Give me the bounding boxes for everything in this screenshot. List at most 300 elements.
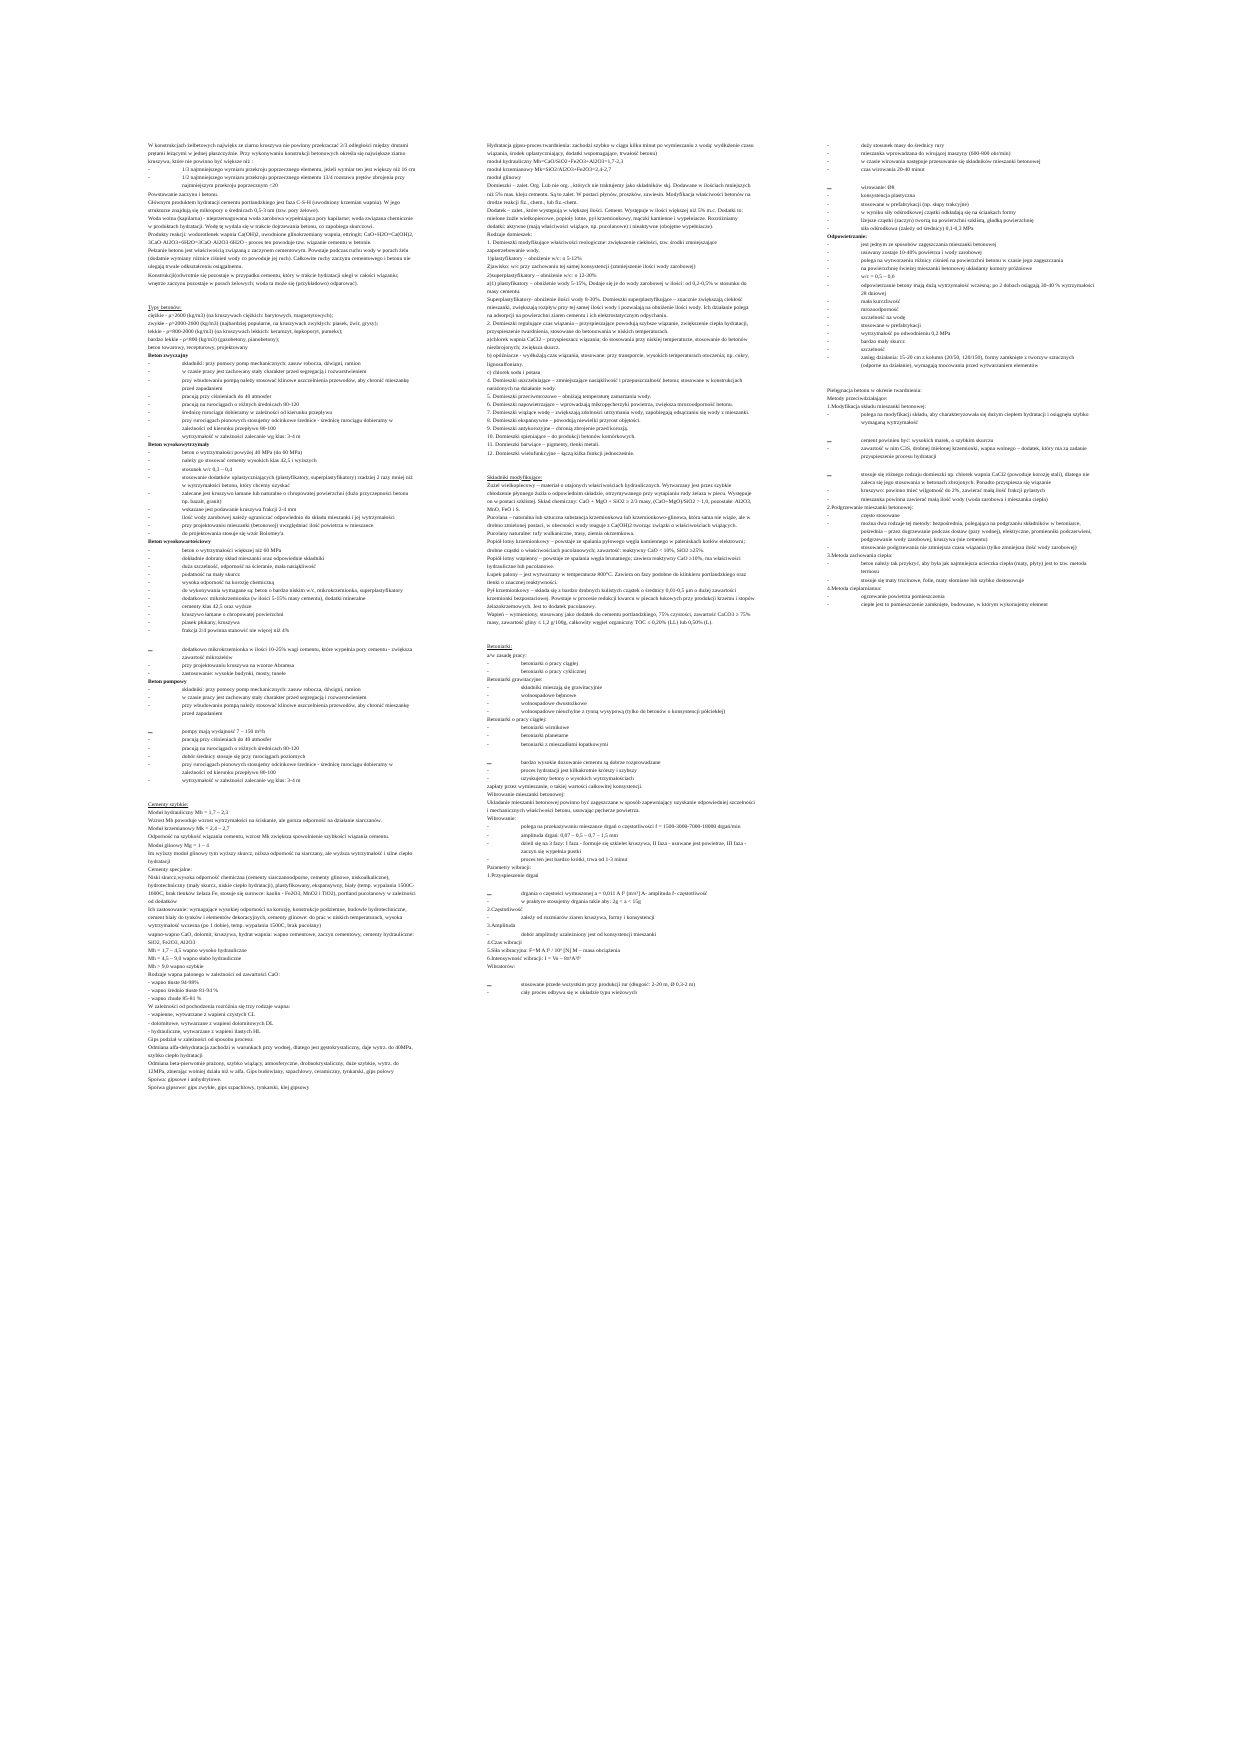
paragraph: - dolomitowe, wytwarzane z wapieni dolomitowych DL — [148, 1020, 274, 1027]
bullet-text: cały proces odbywa się w układzie typu wieżowych — [521, 990, 638, 997]
bullet-marker: - — [827, 577, 829, 584]
bullet-marker: - — [148, 377, 150, 384]
paragraph: Wapień – wymieniony, stosowany jako dodatek do cementu portlandzkiego, 75% czystości, zawartość CaCO3 ≥ 75% masy, zawartość gliny ≤ 1,2 g/100g, całkowity węgiel organiczny TOC ≤ 0,20% (LL) lub 0,50% (L). — [487, 612, 751, 627]
bullet-marker: - — [487, 701, 489, 708]
bullet-text: średnicę rurociągu dobieramy w zależności od kierunku przepływu — [182, 409, 333, 416]
bullet-marker: - — [148, 777, 150, 784]
bullet-item — [148, 595, 416, 603]
bullet-text: stosowane w prefabrykacji — [861, 322, 921, 329]
section-heading: Betoniarki: — [487, 644, 513, 651]
bullet-marker: - — [827, 322, 829, 329]
bullet-text: uzyskujemy betony o wysokich wytrzymałościach — [521, 775, 634, 782]
bullet-marker: - — [148, 490, 150, 497]
bullet-item — [487, 840, 755, 856]
bullet-item — [148, 694, 416, 702]
bullet-item — [148, 603, 416, 611]
paragraph: Ich zastosowanie: wymagające wysokiej odporności na korozję, konstrukcje podziemne, budowle hydrotechniczne, cement biały do tynków i elementów dekoracyjnych, cementy glinowe: do prac w niskich temperaturach, wysoka wytrzymałość wczesna (po 1 dobie), temp. wypalania 1500C, brak pucolany) — [148, 907, 407, 930]
bullet-item — [487, 775, 755, 783]
paragraph: 8. Domieszki ekspansywne – powodują niewielki przyrost objętości. — [487, 418, 641, 425]
bullet-item — [148, 627, 416, 635]
paragraph: Moduł glinowy Mg = 1 – 4 — [148, 842, 209, 849]
bullet-marker: - — [148, 745, 150, 752]
bullet-item — [487, 832, 755, 840]
bullet-item — [827, 560, 1095, 576]
bullet-marker: - — [487, 733, 489, 740]
bullet-marker: - — [827, 225, 829, 232]
bullet-marker: - — [827, 561, 829, 568]
bullet-text: pompy mają wydajność 7 – 150 m³/h — [182, 729, 266, 736]
paragraph: moduł hydrauliczny Mh=CaO/SiO2+Fe2O3+Al2O3=1,7-2,3 — [487, 159, 624, 166]
paragraph: Układanie mieszanki betonowej powinno być zagęszczane w sposób zapewniający uzyskanie odpowiedniej szczelności i mechanicznych właściwości betonu, usuwając pęcherze powietrza. — [487, 800, 755, 815]
bullet-marker: - — [827, 274, 829, 281]
bullet-item — [827, 346, 1095, 354]
bullet-item — [827, 241, 1095, 249]
bullet-marker: - — [487, 660, 489, 667]
bullet-item — [827, 512, 1095, 520]
bullet-marker: - — [148, 474, 150, 481]
bullet-marker: - — [827, 193, 829, 200]
bullet-marker: - — [148, 555, 150, 562]
paragraph: 4.Czas wibracji — [487, 939, 522, 946]
paragraph: Mh = 4,5 – 9,0 wapno słabo hydrauliczne — [148, 955, 242, 962]
bullet-item — [487, 914, 755, 922]
paragraph: 5.Siła wibracyjna: F=M A f² / 10⁶ [N] M – masa obciążenia — [487, 947, 620, 954]
bullet-text: składniki: przy pomocy pomp mechanicznych: zasuw robocza, dźwigni, ramion — [182, 687, 361, 693]
section-heading: Beton pompowy — [148, 678, 187, 685]
bullet-text: mała kurczliwość — [861, 298, 901, 305]
bullet-item — [148, 377, 416, 393]
bullet-text: proces hydratacji jest kilkakrotnie krótszy i szybszy — [521, 767, 637, 774]
paragraph: - wapno tłuste 94-98% — [148, 980, 199, 987]
bullet-item — [148, 702, 416, 718]
paragraph: Rodzaje wapna palonego w zależności od zawartości CaO: — [148, 972, 280, 978]
bullet-text: pracują przy ciśnieniach do 40 atmosfer — [182, 737, 272, 744]
bullet-text: polega na modyfikacji składu, aby charakteryzowała się dużym ciepłem hydratacji i osiągnęła szybko wymaganą wytrzymałość — [861, 411, 1089, 426]
paragraph: Moduł krzemianowy Mk = 2,4 – 2,7 — [148, 826, 230, 833]
bullet-marker: - — [148, 434, 150, 441]
bullet-item — [487, 668, 755, 676]
paragraph: Rodzaje domieszek: — [487, 232, 533, 239]
bullet-item — [148, 662, 416, 670]
bullet-item — [148, 474, 416, 490]
bullet-marker: - — [487, 931, 489, 938]
bullet-text: 1/3 najmniejszego wymiaru przekroju poprzecznego elementu, jeżeli wymiar ten jest większy niż 16 cm — [182, 167, 416, 174]
bullet-text: kruszywo: powinno mieć wilgotność do 2%, zawierać małą ilość frakcji pylastych — [861, 488, 1046, 495]
paragraph: Produkty reakcji: wodorotlenek wapnia Ca(OH)2, uwodnione glinokrzemiany wapnia, ettringit; CaO+H2O=Ca(OH)2, 3CaO·Al2O3+6H2O=3CaO·Al2O3·6H2O - proces ten powoduje tzw. wiązanie cementu w betonie. — [148, 232, 414, 247]
bullet-marker: – — [487, 757, 492, 768]
bullet-marker: - — [827, 446, 829, 453]
paragraph: 2)superplastyfikatory – obniżenie w/c: o 12-30% — [487, 272, 597, 279]
bullet-item — [827, 577, 1095, 585]
section-heading: Cementy szybkie: — [148, 802, 189, 809]
bullet-marker: - — [148, 167, 150, 174]
section-heading: Składniki modyfikujące: — [487, 474, 543, 481]
bullet-text: wskazane jest podawanie kruszywa frakcji 2-4 mm — [182, 507, 297, 514]
bullet-text: zawartość w nim C3S, drobnej mielonej krzemionki, wapna wolnego – dodatek, który ma za zadanie przyspieszenie procesu hydratacji — [861, 446, 1087, 461]
bullet-marker: - — [148, 507, 150, 514]
bullet-text: stosuje się różnego rodzaju domieszki np. chlorek wapnia CaCl2 (powoduje korozję stali), dlatego nie zaleca się jego stosowania w betonach zbrojonych. Ponadto przyspiesza się wiązanie — [861, 472, 1090, 487]
bullet-item — [148, 555, 416, 563]
bullet-item — [827, 282, 1095, 298]
paragraph: - wapno chude 85-81 % — [148, 996, 202, 1003]
bullet-item — [148, 368, 416, 376]
bullet-text: beton o wytrzymałości powyżej 40 MPa (do 60 MPa) — [182, 450, 302, 457]
bullet-marker: - — [827, 520, 829, 527]
bullet-item — [827, 314, 1095, 322]
bullet-text: mieszanka powinna zawierać małą ilość wody (woda zarobowa i mieszanka ciepła) — [861, 496, 1048, 503]
bullet-text: duży stosunek masy do średnicy rury — [861, 143, 945, 149]
paragraph: 11. Domieszki barwiące – pigmenty, tlenki metali. — [487, 442, 600, 449]
bullet-marker: - — [148, 587, 150, 594]
text-column-left — [148, 142, 416, 1092]
bullet-text: stosuje się maty trzcinowe, folie, maty słomiane lub szybko dostosowuje — [861, 577, 1024, 584]
bullet-marker: - — [827, 331, 829, 338]
bullet-item — [827, 158, 1095, 166]
text-column-right — [827, 142, 1095, 609]
bullet-text: proces ten jest bardzo krótki, trwa od 1-3 minut — [521, 856, 628, 863]
bullet-text: w/c = 0,5 – 0,6 — [861, 274, 895, 281]
bullet-marker: - — [148, 515, 150, 522]
bullet-marker: - — [148, 596, 150, 603]
bullet-item — [148, 587, 416, 595]
bullet-marker: - — [148, 628, 150, 635]
bullet-item — [827, 601, 1095, 609]
bullet-item — [827, 192, 1095, 200]
bullet-text: ogrzewanie powietrza pomieszczenia — [861, 593, 945, 600]
bullet-text: amplituda drgań: 0,07 – 0,5 – 0,7 – 1,5 mm — [521, 832, 619, 839]
paragraph: Im wyższy moduł glinowy tym wyższy skurcz, niższa odporność na siarczany, ale wyższa wytrzymałość i silne ciepło hydratacji — [148, 850, 413, 865]
bullet-text: wytrzymałość w zależności zalecanie wg klas: 3-4 m — [182, 434, 301, 441]
paragraph: bardzo lekkie - ρ<800 (kg/m3) (gazobetony, pianobetony); — [148, 337, 280, 344]
bullet-text: zależy od rozmiarów ziaren kruszywa, formy i konsystencji — [521, 915, 655, 922]
bullet-text: dodatkowo mikrokrzemionka w ilości 10-25% wagi cementu, które wypełnia pory cementu - zwiększa zawartość mikrożelów — [182, 646, 413, 661]
bullet-marker: - — [827, 258, 829, 265]
bullet-text: można dwa rodzaje tej metody: bezpośrednia, polegająca na podgrzaniu składników w betoniarce, pośrednia – przez dogrzewanie podczas dostaw (pary wodnej), elektryczne, promienniki podczerwieni, podgrzewanie wody zarobowej, kruszywa (nie cementu) — [861, 520, 1092, 544]
bullet-text: pracują przy ciśnieniach do 40 atmosfer — [182, 393, 272, 400]
section-heading: Typy betonów: — [148, 304, 182, 311]
bullet-item — [827, 217, 1095, 225]
paragraph: ciężkie - ρ>2600 (kg/m3) (na kruszywach ciężkich: barytowych, magnetytowych); — [148, 312, 334, 319]
bullet-text: podatność na mały skurcz — [182, 571, 240, 578]
bullet-item — [487, 724, 755, 732]
paragraph: b) opóźniacze - wydłużają czas wiązania, stosowane: przy transporcie, wysokich temperaturach otoczenia; np. cukry, lignosulfoniany. — [487, 353, 749, 368]
bullet-marker: - — [827, 306, 829, 313]
bullet-item — [827, 225, 1095, 233]
bullet-text: beton o wytrzymałości większej niż 60 MPa — [182, 547, 282, 554]
bullet-item — [827, 166, 1095, 174]
bullet-marker: - — [827, 355, 829, 362]
bullet-text: wytrzymałość po odwodnieniu 0,2 MPa — [861, 331, 951, 338]
bullet-marker: - — [827, 512, 829, 519]
paragraph: Pucolana – naturalna lub sztuczna substancja krzemionkowa lub krzemionkowo-glinowa, która sama nie wiąże, ale w drobno zmielonej postaci, w obecności wody reaguje z Ca(OH)2 tworząc związki o właściwościach wiążących. Pucolany naturalne: tufy wulkaniczne, trasy, ziemia okrzemkowa. — [487, 515, 751, 538]
bullet-marker: - — [487, 824, 489, 831]
bullet-text: przy wbudowaniu pompą należy stosować klinowe uszczelnienia przewodów, aby chronić mieszankę przed zapadaniem — [182, 377, 409, 392]
bullet-item — [148, 174, 416, 190]
paragraph: Zjawisko: w/c przy zachowaniu tej samej konsystencji (zmniejszenie ilości wody zarobowej) — [487, 264, 696, 271]
bullet-marker: - — [827, 593, 829, 600]
bullet-marker: - — [148, 563, 150, 570]
bullet-marker: - — [827, 347, 829, 354]
paragraph: Żużel wielkopiecowy – materiał o utajonych właściwościach hydraulicznych. Wytwarzany jest przez szybkie chłodzenie płynnego żużla o odpowiednim składzie, otrzymywanego przy wytapianiu rudy żelaza w piecu. Występuje on w postaci szklistej. Skład chemiczny: CaO + MgO + SiO2 ≥ 2/3 masy, (CaO+MgO)/SiO2 > 1,0, pozostałe: Al2O3, MnO, FeO i S. — [487, 482, 752, 514]
paragraph: Pył krzemionkowy – składa się z bardzo drobnych kulistych cząstek o średnicy 0,01-0,5 μm o dużej zawartości krzemionki bezpostaciowej. Powstaje w procesie redukcji kwarcu w piecach łukowych przy produkcji krzemu i stopów żelazokrzemowych. Jest to dodatek pucolanowy. — [487, 587, 755, 611]
bullet-text: dobór średnicy stosuje się przy rurociągach poziomych — [182, 753, 306, 760]
bullet-marker: - — [148, 662, 150, 669]
bullet-item — [487, 856, 755, 864]
bullet-item — [148, 579, 416, 587]
bullet-item — [148, 433, 416, 441]
bullet-text: polega na przekazywaniu mieszance drgań o częstotliwości f = 1500-3000-7000-18000 drgań/min — [521, 824, 741, 831]
bullet-marker: - — [827, 545, 829, 552]
paragraph: beton towarowy, recepturowy, projektowany — [148, 345, 248, 352]
paragraph: moduł krzemianowy Mk=SiO2/Al2O3+Fe2O3=2,4-2,7 — [487, 167, 612, 174]
bullet-marker: - — [148, 761, 150, 768]
paragraph: 1)plastyfikatory – obniżenie w/c: o 5-12% — [487, 256, 582, 263]
paragraph: Cementy specjalne: — [148, 866, 192, 873]
bullet-marker: - — [487, 668, 489, 675]
bullet-text: szczelność na wodę — [861, 314, 906, 321]
bullet-text: polega na wytworzeniu różnicy ciśnień na powierzchni betonu w czasie jego zagęszczania — [861, 258, 1064, 265]
bullet-marker: - — [827, 601, 829, 608]
bullet-item — [148, 409, 416, 417]
bullet-text: betoniarki planetarne — [521, 733, 569, 740]
bullet-marker: - — [827, 209, 829, 216]
bullet-marker: - — [827, 488, 829, 495]
paragraph: 4.Metoda cieplarnianna: — [827, 585, 882, 592]
paragraph: Głównym produktem hydratacji cementu portlandzkiego jest faza C-S-H (uwodniony krzemian wapnia). W jego strukturze znajdują się mikropory o średnicach 0,5-3 nm (tzw. pory żelowe). — [148, 199, 400, 214]
bullet-item — [827, 411, 1095, 427]
paragraph: 1.Modyfikacja składu mieszanki betonowej: — [827, 403, 927, 410]
bullet-item — [827, 201, 1095, 209]
bullet-marker: - — [148, 466, 150, 473]
bullet-text: odpowietrzanie betony mają dużą wytrzymałość wczesną: po 2 dobach osiągają 30-40 % wytrzymałości 28 dniowej — [861, 282, 1095, 297]
bullet-marker: - — [148, 523, 150, 530]
paragraph: 4. Domieszki uszczelniające – zmniejszające nasiąkliwość i przepuszczalność betonu; stosowane w konstrukcjach narażonych na działanie wody. — [487, 377, 743, 392]
paragraph: Mh = 1,7 – 4,5 wapno wysoko hydrauliczne — [148, 947, 247, 954]
paragraph: wapno-wapno CaO, dolomit, kruszywa, hydrat wapnia: wapno cementowe, zaczyn cementowy, cementy hydrauliczne: SiO2, Fe2O3, Al2O3 — [148, 931, 414, 946]
bullet-item — [148, 490, 416, 506]
bullet-item — [827, 150, 1095, 158]
bullet-text: stosowane przede wszystkim przy produkcji rur (długość: 2-20 m, Ø 0,3-2 m) — [521, 982, 696, 988]
bullet-marker: - — [827, 167, 829, 174]
bullet-text: do wykonywania wymagane są: beton o bardzo niskim w/c, mikrokrzemionka, superplastyfikatory — [182, 587, 403, 594]
bullet-text: drgania o częstości wymuszonej a = 0,011 A f² [m/s²] A- amplituda f- częstotliwość — [521, 891, 708, 898]
bullet-item — [827, 354, 1095, 370]
bullet-marker: - — [148, 450, 150, 457]
paragraph: a/w zasadę pracy: — [487, 652, 527, 659]
bullet-item — [487, 684, 755, 692]
bullet-item — [148, 393, 416, 401]
paragraph: Spoiwa: gipsowe i anhydrytowe. — [148, 1077, 222, 1084]
bullet-text: konsystencja plastyczna — [861, 193, 915, 200]
bullet-item — [487, 767, 755, 775]
paragraph: Popiół lotny krzemionkowy – powstaje ze spalania pyłowego węgla kamiennego w paleniskach kotłów elektrowni; drobne cząstki o właściwościach pucolanowych; zawartość: reaktywny CaO < 10%, SiO2 ≥25%. — [487, 539, 746, 554]
paragraph: Odmiana alfa-dehydratacja zachodzi w warunkach przy wodnej, dlatego jest gęstokrystaliczny, daje wytrz. do 40MPa, szybko ciepło hydratacji — [148, 1044, 413, 1059]
bullet-item — [827, 209, 1095, 217]
bullet-marker: - — [148, 401, 150, 408]
paragraph: Wibrowanie mieszanki betonowej: — [487, 792, 565, 799]
bullet-text: wysoka odporność na korozję chemiczną — [182, 579, 274, 586]
bullet-item — [487, 692, 755, 700]
paragraph: Superplastyfikatory- obniżenie ilości wody 8-30%. Domieszki superplastyfikujące – znacznie zwiększają ciekłość mieszanki, zwiększają rozpływ przy tej samej ilości wody i pozwalają na obniżenie ilości wody. Ich działanie polega na adsorpcji na powierzchni ziaren cementu i ich elektrostatycznym odpychaniu. — [487, 296, 749, 319]
bullet-text: siła odśrodkowa (zależy od średnicy) 0,1-0,3 MPa — [861, 225, 974, 232]
bullet-text: usuwany zostaje 10-40% powietrza i wody zarobowej — [861, 250, 982, 257]
bullet-marker: - — [827, 242, 829, 249]
bullet-item — [148, 753, 416, 761]
bullet-marker: - — [487, 684, 489, 691]
paragraph: Moduł hydrauliczny Mh = 1,7 – 2,3 — [148, 810, 229, 817]
paragraph: Wzrost Mh powoduje wzrost wytrzymałości na ściskanie, ale gorsza odporność na działanie siarczanów. — [148, 818, 382, 825]
bullet-marker: - — [148, 612, 150, 619]
paragraph: 12. Domieszki wielofunkcyjne – łączą kilka funkcji jednocześnie. — [487, 450, 635, 457]
bullet-text: piasek płukany, kruszywa — [182, 620, 240, 627]
bullet-marker: - — [148, 670, 150, 677]
bullet-text: do projektowania stosuje się wzór Bolomey'a — [182, 531, 284, 538]
paragraph: 3.Amplituda — [487, 923, 516, 930]
bullet-text: mrozoodporność — [861, 306, 899, 313]
bullet-item — [148, 417, 416, 433]
bullet-marker: - — [148, 458, 150, 465]
paragraph: Wibrowanie: — [487, 816, 516, 823]
bullet-marker: – — [148, 727, 153, 738]
bullet-item — [148, 360, 416, 368]
bullet-marker: - — [827, 314, 829, 321]
bullet-item — [148, 670, 416, 678]
bullet-marker: - — [487, 775, 489, 782]
bullet-marker: - — [487, 899, 489, 906]
bullet-marker: – — [148, 644, 153, 655]
bullet-item — [827, 496, 1095, 504]
section-heading: Beton wysokowartościowy — [148, 539, 211, 546]
paragraph: Powstawanie zaczynu i betonu. — [148, 191, 219, 198]
paragraph: 7. Domieszki wiążące wodę – zwiększają zdolności utrzymania wody, zapobiegają odsączaniu się wody z mieszanki. — [487, 410, 750, 417]
paragraph: lekkie - ρ=800-2000 (kg/m3) (na kruszywach lekkich: keramzyt, łupkoporyt, pumeks); — [148, 328, 343, 335]
paragraph: Betoniarki o pracy ciągłej: — [487, 717, 547, 724]
paragraph: Mh > 9,0 wapno szybkie — [148, 963, 204, 970]
paragraph: 1. Domieszki modyfikujące właściwości reologiczne: zwiększenie ciekłości, tzw. środki zmniejszające zapotrzebowanie wody. — [487, 240, 717, 255]
bullet-item — [148, 563, 416, 571]
section-heading: Beton zwyczajny — [148, 353, 189, 360]
paragraph: Spoiwa gipsowe: gips zwykłe, gips szpachlowy, tynkarski, klej gipsowy — [148, 1085, 310, 1092]
bullet-marker: - — [487, 840, 489, 847]
bullet-item — [827, 330, 1095, 338]
bullet-text: betoniarki o pracy ciągłej — [521, 660, 578, 667]
paragraph: - wapienne, wytwarzane z wapieni czystych CL — [148, 1012, 256, 1019]
bullet-text: ilość wody zarobowej należy ograniczać odpowiednio do składu mieszanki i jej wytrzymałości — [182, 515, 395, 522]
bullet-item — [827, 306, 1095, 314]
bullet-item — [148, 401, 416, 409]
bullet-text: zasięg działania: 15-20 cm z kolumn (20/50, 120/150), formy zamknięte z tworzyw sztucznych (odporne na działanie), wymagają mocowania przed wytwarzaniem elementów — [861, 355, 1075, 370]
bullet-text: wirowanie: Ø8 — [861, 185, 895, 192]
bullet-text: 1/2 najmniejszego wymiaru przekroju poprzecznego elementu 13/4 rozstawu prętów zbrojenia przy najmniejszym przekroju poprzecznym <20 — [182, 175, 405, 190]
bullet-item — [827, 265, 1095, 273]
bullet-item — [487, 759, 755, 767]
bullet-item — [827, 593, 1095, 601]
section-heading: Odpowietrzanie: — [827, 233, 868, 240]
bullet-text: jest jednym ze sposobów zagęszczania mieszanki betonowej — [861, 242, 997, 249]
bullet-marker: - — [148, 531, 150, 538]
bullet-marker: - — [827, 298, 829, 305]
bullet-marker: - — [827, 411, 829, 418]
paragraph: 5. Domieszki przeciwmrozowe – obniżają temperaturę zamarzania wody. — [487, 393, 652, 400]
bullet-text: w czasie pracy jest zachowany stały charakter przed segregacją i rozwarstwieniem — [182, 695, 367, 702]
bullet-item — [827, 437, 1095, 445]
bullet-item — [148, 547, 416, 555]
paragraph: 2.Podgrzewanie mieszanki betonowej: — [827, 504, 914, 511]
bullet-item — [827, 249, 1095, 257]
bullet-text: zalecane jest kruszywo łamane lub naturalne o chropowatej powierzchni (dużo przyczepności betonu np. bazalt, granit) — [182, 490, 409, 505]
bullet-item — [487, 981, 755, 989]
bullet-text: w czasie pracy jest zachowany stały charakter przed segregacją i rozwarstwieniem — [182, 369, 367, 376]
bullet-item — [827, 445, 1095, 461]
bullet-text: bardzo mały skurcz — [861, 339, 905, 346]
bullet-text: przy projektowaniu kruszywa na wzorze Abramsa — [182, 662, 294, 669]
bullet-marker: - — [827, 339, 829, 346]
bullet-text: przy wbudowaniu pompą należy stosować klinowe uszczelnienia przewodów, aby chronić mieszankę przed zapadaniem — [182, 703, 409, 718]
bullet-item — [827, 487, 1095, 495]
bullet-item — [827, 184, 1095, 192]
bullet-text: wolnospadowe bębnowe — [521, 693, 577, 699]
bullet-text: wolnospadowe nieuchylne z rynną wysypową (tylko do betonów o konsystencji półciekłej) — [521, 709, 726, 716]
bullet-marker: - — [827, 143, 829, 149]
bullet-text: beton należy tak przykryć, aby była jak najmniejsza ucieczka ciepła (maty, płyty) jest to tzw. metoda termosu — [861, 561, 1087, 576]
bullet-marker: - — [487, 741, 489, 748]
bullet-item — [487, 708, 755, 716]
bullet-text: lżejsze cząstki (zaczyn) tworzą na powierzchni szklistą, gładką powierzchnię — [861, 217, 1034, 224]
paragraph: - wapno średnio tłuste 81-94 % — [148, 988, 219, 995]
bullet-item — [827, 322, 1095, 330]
paragraph: Odmiana beta-pierwotnie prażony, szybko wiążący, atmosferyczne, drobnokrystaliczny, duże szybkie, wytrz. do 12MPa, zbierając wolniej działa niż w alfa. Gips budowlany, szpachlowy, ceramiczny, tynkarski, gips polowy — [148, 1061, 399, 1076]
paragraph: Gips podział w zależności od sposobu procesu: — [148, 1036, 254, 1043]
paragraph: a)chlorek wapnia CaCl2 – przyspieszacz wiązania; do stosowania przy niskiej temperaturze, stosowanie do betonów niezbrojonych; zwiększa skurcz. — [487, 337, 748, 352]
bullet-marker: - — [827, 159, 829, 166]
bullet-item — [148, 466, 416, 474]
bullet-marker: - — [827, 282, 829, 289]
bullet-item — [487, 660, 755, 668]
paragraph: Parametry wibracji: — [487, 864, 532, 871]
section-heading: Beton wysokowytrzymały — [148, 442, 210, 449]
bullet-item — [487, 898, 755, 906]
paragraph: Pielęgnacja betonu w okresie twardnienia: — [827, 387, 922, 394]
bullet-item — [827, 257, 1095, 265]
bullet-marker: - — [827, 266, 829, 273]
bullet-item — [148, 530, 416, 538]
paragraph: 1.Przyspieszenie drgań — [487, 872, 539, 879]
bullet-text: czas wirowania 20-40 minut — [861, 167, 925, 174]
paragraph: W konstrukcjach żelbetowych najwięks ze ziarno kruszywa nie powinny przekraczać 2/3 odległości między drutami prętami leżącymi w jednej płaszczyźnie. Przy wykonywaniu konstrukcji betonowych określa się największe ziarno kruszywa, które nie powinno być większe niż : — [148, 143, 409, 166]
paragraph: Popiół lotny wapienny – powstaje ze spalania węgla brunatnego; zawiera reaktywny CaO ≥10%, ma właściwości hydrauliczne lub pucolanowe. — [487, 555, 741, 570]
bullet-text: wytrzymałość w zależności zalecanie wg klas: 3-4 m — [182, 777, 301, 784]
paragraph: 10. Domieszki spieniające – do produkcji betonów komórkowych. — [487, 434, 636, 441]
bullet-text: cement powinien być: wysokich marek, o szybkim skurczu — [861, 438, 994, 444]
bullet-text: wolnospadowe dwustożkowe — [521, 701, 587, 708]
bullet-marker: - — [487, 693, 489, 699]
bullet-text: kruszywo łamane o chropowatej powierzchni — [182, 612, 284, 619]
bullet-item — [148, 522, 416, 530]
bullet-text: bardzo wysokie dozowanie cementu są dobrze rozprowadzane — [521, 759, 661, 766]
bullet-item — [148, 777, 416, 785]
bullet-text: zastosowanie: wysokie budynki, mosty, tunele — [182, 670, 286, 677]
bullet-marker: - — [148, 737, 150, 744]
bullet-text: dokładnie dobrany skład mieszanki oraz odpowiednie składniki — [182, 555, 325, 562]
paragraph: moduł glinowy — [487, 175, 522, 182]
bullet-marker: - — [487, 990, 489, 997]
bullet-marker: - — [487, 832, 489, 839]
bullet-item — [487, 931, 755, 939]
paragraph: Woda wolna (kapilarna) - nieprzereagowana woda zarobowa wypełniająca pory kapilarne; woda związana chemicznie w produktach hydratacji. Wodę tę wydala się w trakcie dojrzewania betonu, co zapobiega skurczowi. — [148, 215, 413, 230]
bullet-marker: - — [148, 393, 150, 400]
bullet-item — [148, 736, 416, 744]
bullet-text: betoniarki z mieszadłami łopatkowymi — [521, 741, 609, 748]
